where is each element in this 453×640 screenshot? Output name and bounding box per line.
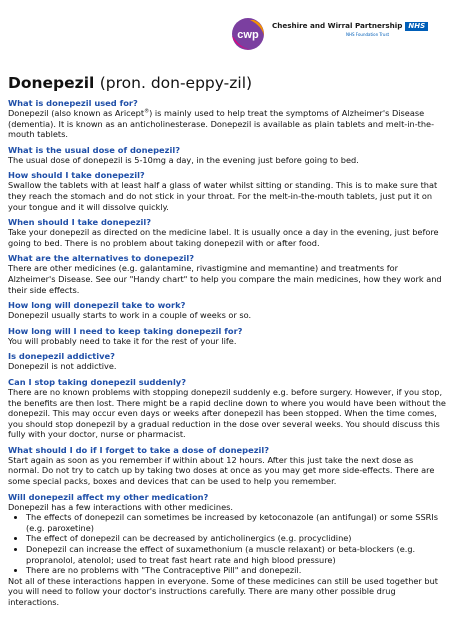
- answer-text: Donepezil is not addictive.: [8, 361, 117, 372]
- header-logo: [226, 14, 444, 60]
- answer-text: You will probably need to take it for the rest of your life.: [8, 335, 237, 346]
- question-heading: Can I stop taking donepezil suddenly?: [8, 376, 187, 387]
- logo-text: cwp: [237, 29, 259, 41]
- answer-text: There are no known problems with stopping donepezil suddenly e.g. before surgery. However, if you stop, the benefits are then lost. There might be a rapid decline down to where you would have been without the donepezil. This may occur even days or weeks after donepezil has been stopped. When the time comes, you should stop donepezil by a gradual reduction in the dose over several weeks. You should discuss this fully with your doctor, nurse or pharmacist.: [8, 386, 446, 440]
- question-heading: Will donepezil affect my other medication?: [8, 491, 209, 502]
- question-heading: When should I take donepezil?: [8, 217, 152, 228]
- question-heading: How long will donepezil take to work?: [8, 300, 186, 311]
- question-heading: What are the alternatives to donepezil?: [8, 253, 195, 264]
- question-heading: What should I do if I forget to take a dose of donepezil?: [8, 444, 270, 455]
- answer-text: Take your donepezil as directed on the medicine label. It is usually once a day in the evening, just before going to bed. There is no problem about taking donepezil with or after food.: [8, 227, 439, 248]
- list-item: • The effects of donepezil can sometimes be increased by ketoconazole (an antifungal) or some SSRIs (e.g. paroxetine): [26, 512, 446, 533]
- answer-text: Start again as soon as you remember if within about 12 hours. After this just take the next dose as normal. Do not try to catch up by taking two doses at once as you may get more side-effects. There are some special packs, boxes and devices that can be used to help you remember.: [8, 454, 435, 487]
- answer-text: Swallow the tablets with at least half a glass of water whilst sitting or standing. This is to make sure that they reach the stomach and do not stick in your throat. For the melt-in-the-mouth tablets, just put it on your tongue and it will dissolve quickly.: [8, 180, 438, 212]
- question-heading: Is donepezil addictive?: [8, 351, 115, 362]
- question-heading: How should I take donepezil?: [8, 170, 145, 181]
- nhs-badge: NHS: [405, 22, 428, 31]
- question-heading: What is the usual dose of donepezil?: [8, 144, 181, 155]
- answer-text: The usual dose of donepezil is 5-10mg a day, in the evening just before going to bed.: [8, 154, 359, 165]
- answer-text: Not all of these interactions happen in everyone. Some of these medicines can still be used together but you will need to follow your doctor's instructions carefully. There are many other possible drug interactions.: [8, 575, 438, 607]
- answer-text: There are other medicines (e.g. galantamine, rivastigmine and memantine) and treatments for Alzheimer's Disease. See our "Handy chart" to help you compare the main medicines, how they work and their side effects.: [8, 263, 442, 295]
- leaflet-content: [8, 74, 446, 608]
- answer-text: Donepezil usually starts to work in a couple of weeks or so.: [8, 310, 252, 321]
- question-heading: How long will I need to keep taking donepezil for?: [8, 325, 243, 336]
- cwp-logo-icon: [226, 14, 266, 54]
- page-title: Donepezil (pron. don-eppy-zil): [8, 74, 253, 92]
- trust-label: NHS Foundation Trust: [346, 32, 390, 37]
- list-item: • The effect of donepezil can be decreased by anticholinergics (e.g. procyclidine): [26, 533, 446, 544]
- list-item: • There are no problems with "The Contraceptive Pill" and donepezil.: [26, 565, 446, 576]
- question-heading: What is donepezil used for?: [8, 98, 138, 108]
- answer-text: Donepezil has a few interactions with other medicines.: [8, 501, 234, 512]
- org-name: Cheshire and Wirral Partnership NHS: [272, 21, 428, 31]
- answer-text: Donepezil (also known as Aricept®) is mainly used to help treat the symptoms of Alzheimer's Disease (dementia). It is known as an anticholinesterase. Donepezil is available as plain tablets and melt-in-the-mouth tablets.: [8, 108, 435, 140]
- list-item: • Donepezil can increase the effect of suxamethonium (a muscle relaxant) or beta-blockers (e.g. propranolol, atenolol; used to treat fast heart rate and high blood pressure): [26, 544, 446, 565]
- interaction-list: [8, 512, 446, 576]
